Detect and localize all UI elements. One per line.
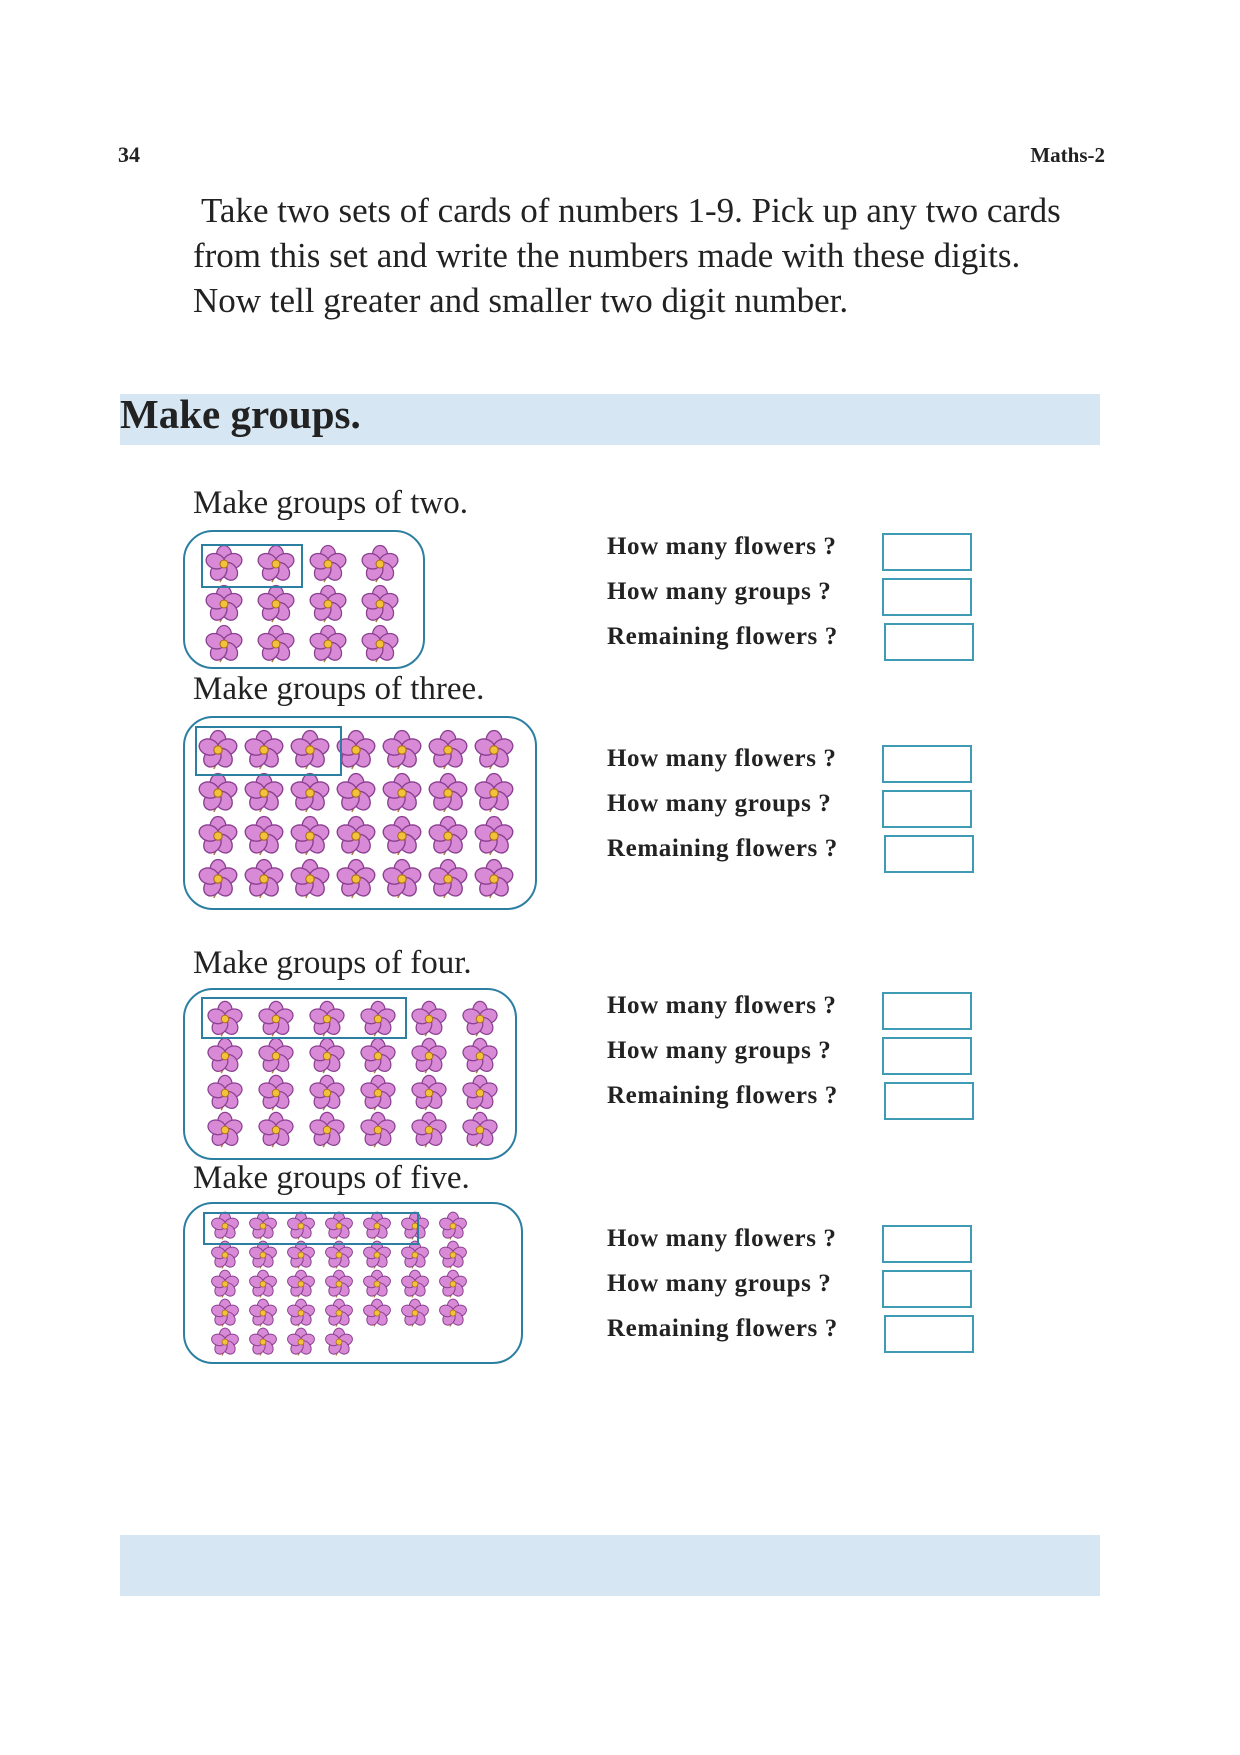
- flower-icon: [204, 584, 244, 629]
- flower-icon: [410, 1111, 448, 1154]
- flower-icon: [324, 1327, 354, 1362]
- exercise-2-answer-remaining[interactable]: [884, 835, 974, 873]
- exercise-2-answer-flowers[interactable]: [882, 745, 972, 783]
- exercise-3-answer-groups[interactable]: [882, 1037, 972, 1075]
- flower-icon: [362, 1298, 392, 1333]
- flower-icon: [473, 772, 515, 819]
- flower-icon: [381, 858, 423, 905]
- exercise-1-answer-groups[interactable]: [882, 578, 972, 616]
- flower-icon: [400, 1298, 430, 1333]
- exercise-1-answer-remaining[interactable]: [884, 623, 974, 661]
- page-number: 34: [118, 142, 140, 167]
- exercise-3-flower-panel: [183, 988, 517, 1160]
- exercise-3-answer-flowers[interactable]: [882, 992, 972, 1030]
- exercise-1-flower-panel: [183, 530, 425, 669]
- footer-band: [120, 1535, 1100, 1596]
- flower-icon: [473, 815, 515, 862]
- flower-icon: [438, 1298, 468, 1333]
- flower-icon: [427, 729, 469, 776]
- exercise-4-example-group: [203, 1212, 419, 1245]
- flower-icon: [360, 584, 400, 629]
- exercise-1-question-groups: How many groups ?: [607, 578, 832, 605]
- exercise-2-flower-panel: [183, 716, 537, 910]
- exercise-4-answer-remaining[interactable]: [884, 1315, 974, 1353]
- flower-icon: [257, 1111, 295, 1154]
- exercise-4-question-groups: How many groups ?: [607, 1270, 832, 1297]
- flower-icon: [204, 624, 244, 669]
- exercise-2-answer-groups[interactable]: [882, 790, 972, 828]
- flower-icon: [381, 772, 423, 819]
- intro-line-1: Take two sets of cards of numbers 1-9. Pick up any two cards: [201, 191, 1061, 230]
- exercise-3-title: Make groups of four.: [193, 945, 472, 981]
- flower-icon: [427, 772, 469, 819]
- flower-icon: [335, 815, 377, 862]
- exercise-4-answer-flowers[interactable]: [882, 1225, 972, 1263]
- exercise-3-question-remaining: Remaining flowers ?: [607, 1082, 838, 1109]
- exercise-3-example-group: [201, 997, 407, 1039]
- flower-icon: [243, 858, 285, 905]
- flower-icon: [243, 815, 285, 862]
- flower-icon: [308, 544, 348, 589]
- flower-icon: [473, 729, 515, 776]
- exercise-3-answer-remaining[interactable]: [884, 1082, 974, 1120]
- exercise-1-question-flowers: How many flowers ?: [607, 533, 837, 560]
- flower-icon: [381, 729, 423, 776]
- flower-icon: [289, 858, 331, 905]
- flower-icon: [473, 858, 515, 905]
- flower-icon: [427, 815, 469, 862]
- intro-paragraph: [193, 188, 1113, 323]
- flower-icon: [461, 1111, 499, 1154]
- flower-icon: [381, 815, 423, 862]
- exercise-4-title: Make groups of five.: [193, 1160, 470, 1196]
- exercise-1-title: Make groups of two.: [193, 485, 468, 521]
- flower-icon: [210, 1327, 240, 1362]
- flower-icon: [359, 1111, 397, 1154]
- flower-icon: [248, 1327, 278, 1362]
- flower-icon: [289, 815, 331, 862]
- flower-icon: [256, 624, 296, 669]
- exercise-4-flower-panel: [183, 1202, 523, 1364]
- book-title: Maths-2: [1030, 143, 1105, 167]
- flower-icon: [308, 1111, 346, 1154]
- flower-icon: [360, 544, 400, 589]
- exercise-1-answer-flowers[interactable]: [882, 533, 972, 571]
- exercise-2-question-flowers: How many flowers ?: [607, 745, 837, 772]
- flower-icon: [197, 858, 239, 905]
- flower-icon: [308, 584, 348, 629]
- intro-line-3: Now tell greater and smaller two digit number.: [193, 281, 849, 320]
- flower-icon: [360, 624, 400, 669]
- exercise-1-example-group: [201, 544, 303, 588]
- flower-icon: [335, 858, 377, 905]
- exercise-2-question-groups: How many groups ?: [607, 790, 832, 817]
- exercise-4-answer-groups[interactable]: [882, 1270, 972, 1308]
- exercise-2-title: Make groups of three.: [193, 671, 485, 707]
- flower-icon: [197, 772, 239, 819]
- flower-icon: [427, 858, 469, 905]
- flower-icon: [289, 772, 331, 819]
- section-heading: Make groups.: [120, 391, 361, 437]
- exercise-3-question-groups: How many groups ?: [607, 1037, 832, 1064]
- flower-icon: [335, 772, 377, 819]
- exercise-3-question-flowers: How many flowers ?: [607, 992, 837, 1019]
- exercise-1-question-remaining: Remaining flowers ?: [607, 623, 838, 650]
- flower-icon: [197, 815, 239, 862]
- exercise-2-example-group: [195, 726, 342, 776]
- intro-line-2: from this set and write the numbers made with these digits.: [193, 236, 1021, 275]
- flower-icon: [286, 1327, 316, 1362]
- flower-icon: [256, 584, 296, 629]
- flower-icon: [308, 624, 348, 669]
- flower-icon: [243, 772, 285, 819]
- flower-icon: [206, 1111, 244, 1154]
- exercise-4-question-flowers: How many flowers ?: [607, 1225, 837, 1252]
- exercise-4-question-remaining: Remaining flowers ?: [607, 1315, 838, 1342]
- exercise-2-question-remaining: Remaining flowers ?: [607, 835, 838, 862]
